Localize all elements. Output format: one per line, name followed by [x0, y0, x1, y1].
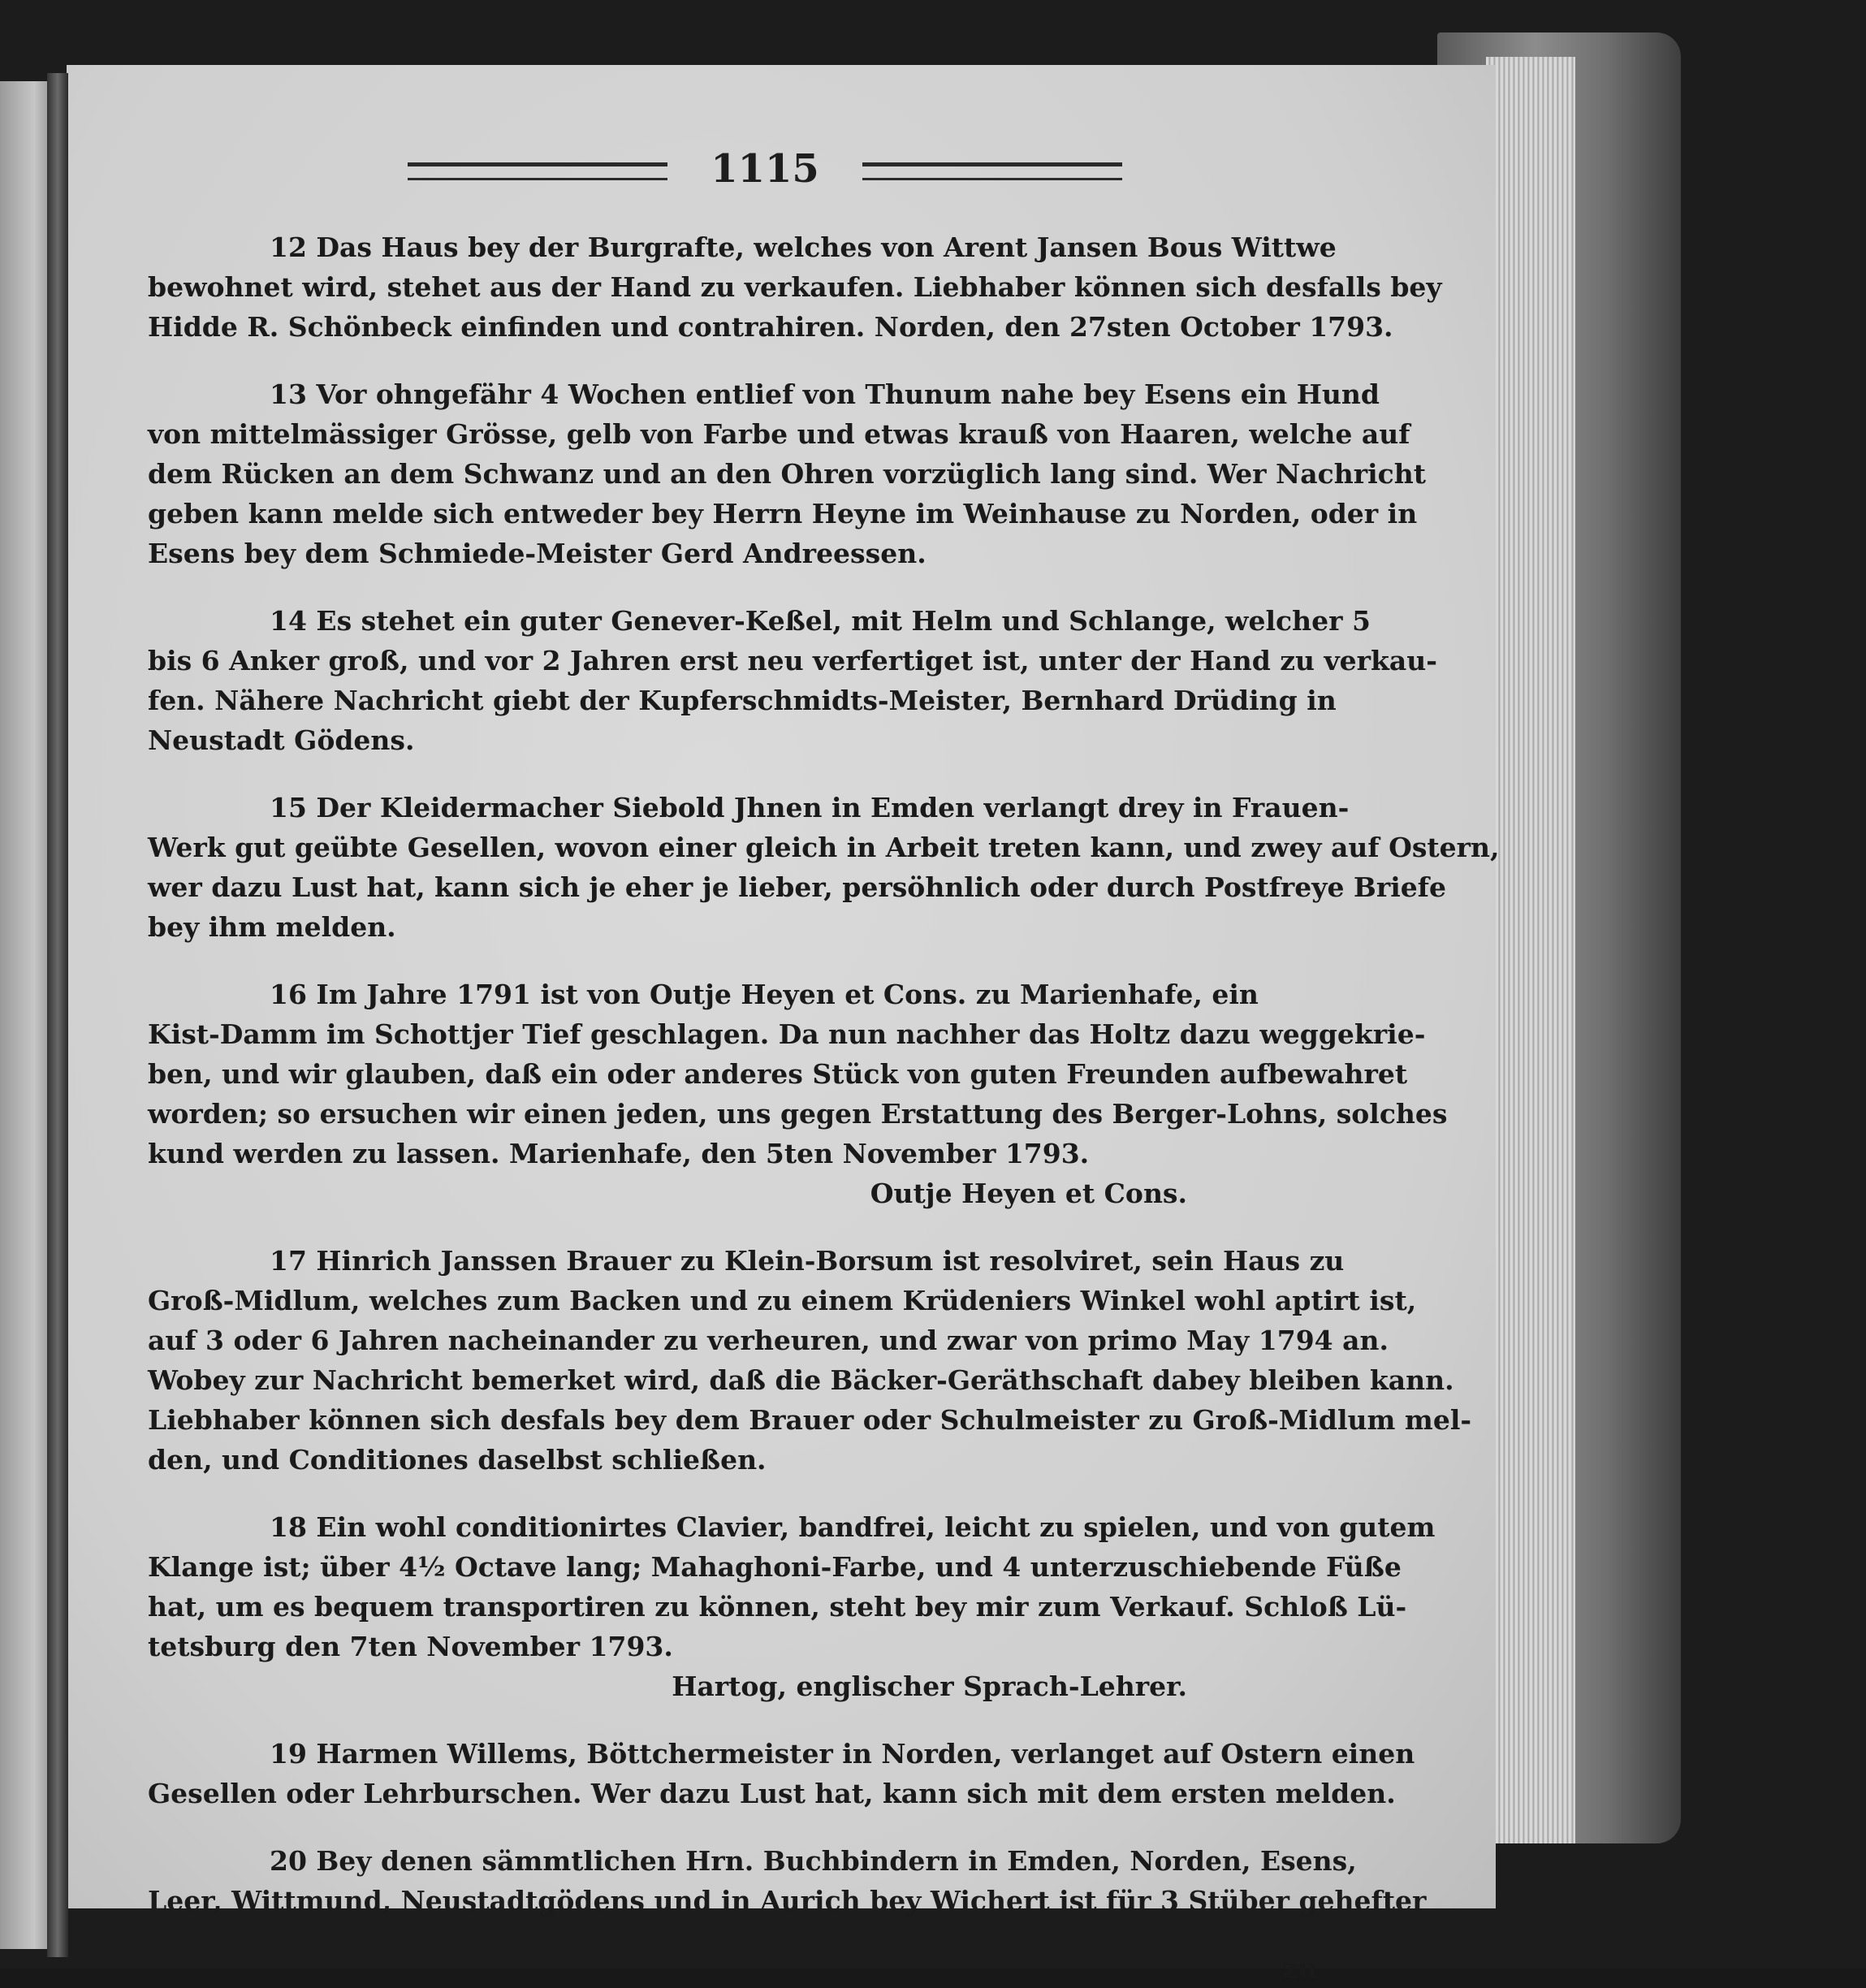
- book-gutter: [47, 73, 68, 1957]
- page-body: [148, 227, 1500, 1988]
- notice-line: Hidde R. Schönbeck einfinden und contrahiren. Norden, den 27sten October 1793.: [148, 311, 1393, 343]
- notice-entry: [148, 1734, 1415, 1813]
- notice-line: Gesellen oder Lehrburschen. Wer dazu Lust hat, kann sich mit dem ersten melden.: [148, 1778, 1396, 1809]
- notice-line: bey ihm melden.: [148, 911, 396, 943]
- notice-line: Liebhaber können sich desfals bey dem Brauer oder Schulmeister zu Groß-Midlum mel-: [148, 1404, 1472, 1436]
- notice-line: worden; so ersuchen wir einen jeden, uns gegen Erstattung des Berger-Lohns, solches: [148, 1098, 1448, 1130]
- notice-signature: Outje Heyen et Cons.: [870, 1178, 1187, 1209]
- notice-line: kund werden zu lassen. Marienhafe, den 5ten November 1793.: [148, 1138, 1090, 1169]
- notice-line: fen. Nähere Nachricht giebt der Kupferschmidts-Meister, Bernhard Drüding in: [148, 685, 1337, 716]
- notice-line: Kist-Damm im Schottjer Tief geschlagen. Da nun nachher das Holtz dazu weggekrie-: [148, 1018, 1426, 1050]
- notice-line: 20 Bey denen sämmtlichen Hrn. Buchbindern in Emden, Norden, Esens,: [270, 1845, 1357, 1877]
- notice-line: 14 Es stehet ein guter Genever-Keßel, mit Helm und Schlange, welcher 5: [270, 605, 1371, 637]
- notice-line: Neustadt Gödens.: [148, 724, 415, 756]
- notice-line: ben, und wir glauben, daß ein oder anderes Stück von guten Freunden aufbewahret: [148, 1058, 1408, 1090]
- notice-line: von mittelmässiger Grösse, gelb von Farbe und etwas krauß von Haaren, welche auf: [148, 418, 1410, 450]
- header-rule-right: [862, 162, 1122, 180]
- notice-line: wer dazu Lust hat, kann sich je eher je lieber, persöhnlich oder durch Postfreye Briefe: [148, 871, 1446, 903]
- notice-line: Groß-Midlum, welches zum Backen und zu einem Krüdeniers Winkel wohl aptirt ist,: [148, 1285, 1417, 1316]
- notice-entry: [148, 975, 1448, 1213]
- notice-line: bewohnet wird, stehet aus der Hand zu verkaufen. Liebhaber können sich desfalls bey: [148, 271, 1442, 303]
- notice-line: Leer, Wittmund, Neustadtgödens und in Aurich bey Wichert ist für 3 Stüber gehefter: [148, 1885, 1427, 1917]
- notice-line: 15 Der Kleidermacher Siebold Jhnen in Emden verlangt drey in Frauen-: [270, 792, 1350, 823]
- notice-entry: [148, 1241, 1472, 1480]
- catchword: zu: [1282, 1952, 1317, 1984]
- notice-line: Klange ist; über 4½ Octave lang; Mahaghoni-Farbe, und 4 unterzuschiebende Füße: [148, 1551, 1402, 1583]
- notice-line: hat, um es bequem transportiren zu können, steht bey mir zum Verkauf. Schloß Lü-: [148, 1591, 1407, 1623]
- notice-entry: [148, 1841, 1427, 1921]
- notice-line: 17 Hinrich Janssen Brauer zu Klein-Borsum ist resolviret, sein Haus zu: [270, 1245, 1345, 1277]
- notice-entry: [148, 227, 1442, 347]
- notice-line: bis 6 Anker groß, und vor 2 Jahren erst neu verfertiget ist, unter der Hand zu verkau-: [148, 645, 1437, 676]
- notice-line: Esens bey dem Schmiede-Meister Gerd Andreessen.: [148, 538, 927, 569]
- notice-entry: [148, 601, 1437, 760]
- notice-line: 18 Ein wohl conditionirtes Clavier, bandfrei, leicht zu spielen, und von gutem: [270, 1511, 1436, 1543]
- notice-line: dem Rücken an dem Schwanz und an den Ohren vorzüglich lang sind. Wer Nachricht: [148, 458, 1426, 490]
- notice-line: Wobey zur Nachricht bemerket wird, daß die Bäcker-Geräthschaft dabey bleiben kann.: [148, 1364, 1454, 1396]
- header-rule-left: [408, 162, 667, 180]
- page-number: 1115: [711, 146, 819, 192]
- notice-line: tetsburg den 7ten November 1793.: [148, 1631, 673, 1662]
- notice-line: den, und Conditiones daselbst schließen.: [148, 1444, 767, 1476]
- right-page: [67, 65, 1500, 1984]
- notice-line: 13 Vor ohngefähr 4 Wochen entlief von Thunum nahe bey Esens ein Hund: [270, 378, 1380, 410]
- notice-entry: [148, 788, 1500, 947]
- page-header: [408, 146, 1122, 195]
- notice-line: geben kann melde sich entweder bey Herrn Heyne im Weinhause zu Norden, oder in: [148, 498, 1418, 529]
- notice-line: 19 Harmen Willems, Böttchermeister in Norden, verlanget auf Ostern einen: [270, 1738, 1415, 1770]
- notice-entry: [148, 1507, 1436, 1706]
- notice-line: 12 Das Haus bey der Burgrafte, welches von Arent Jansen Bous Wittwe: [270, 231, 1337, 263]
- notice-signature: Hartog, englischer Sprach-Lehrer.: [672, 1670, 1187, 1702]
- notice-line: 16 Im Jahre 1791 ist von Outje Heyen et Cons. zu Marienhafe, ein: [270, 979, 1259, 1010]
- page-stack-edge: [1486, 57, 1575, 1843]
- notice-line: Werk gut geübte Gesellen, wovon einer gleich in Arbeit treten kann, und zwey auf Ostern,: [148, 832, 1500, 863]
- notice-entry: [148, 374, 1426, 573]
- notice-line: auf 3 oder 6 Jahren nacheinander zu verheuren, und zwar von primo May 1794 an.: [148, 1325, 1389, 1356]
